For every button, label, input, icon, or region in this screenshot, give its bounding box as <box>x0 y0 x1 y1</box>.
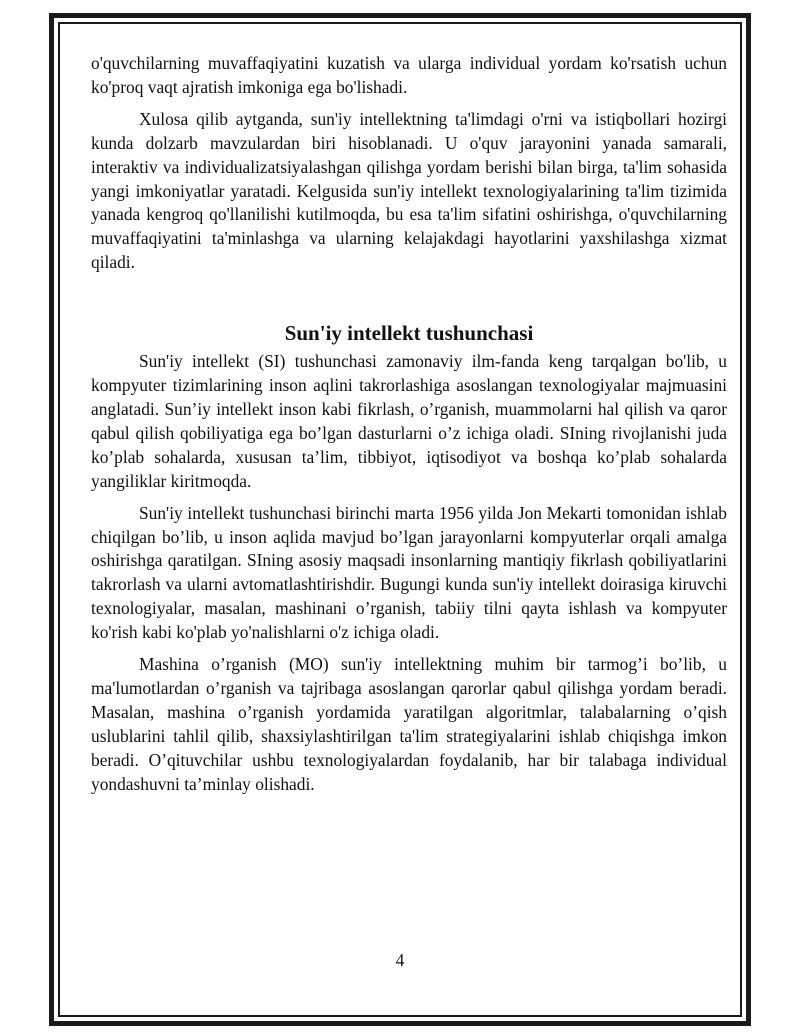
paragraph-continuation: o'quvchilarning muvaffaqiyatini kuzatish va ularga individual yordam ko'rsatish uchun ko'proq vaqt ajratish imkoniga ega bo'lishadi. <box>91 53 727 97</box>
section-heading: Sun'iy intellekt tushunchasi <box>284 321 534 346</box>
paragraph-conclusion: Xulosa qilib aytganda, sun'iy intellektning ta'limdagi o'rni va istiqbollari hozirgi kunda dolzarb mavzulardan biri hisoblanadi. U o'quv jarayonini yanada samarali, interaktiv va individualizatsiyalashgan qilishga yordam berishi bilan birga, ta'lim sohasida yangi imkoniyatlar yaratadi. Kelgusida sun'iy intellekt texnologiyalarining ta'lim tizimida yanada kengroq qo'llanilishi kutilmoqda, bu esa ta'lim sifatini oshirishga, o'quvchilarning muvaffaqiyatini ta'minlashga va ularning kelajakdagi hayotlarini yaxshilashga xizmat qiladi. <box>91 108 727 273</box>
page-number: 4 <box>395 950 405 970</box>
paragraph-definition: Sun'iy intellekt (SI) tushunchasi zamonaviy ilm-fanda keng tarqalgan bo'lib, u kompyuter tizimlarining inson aqlini takrorlashiga asoslangan texnologiyalar majmuasini anglatadi. Sun’iy intellekt inson kabi fikrlash, o’rganish, muammolarni hal qilish va qaror qabul qilish qobiliyatiga ega bo’lgan dasturlarni o’z ichiga oladi. SIning rivojlanishi juda ko’plab sohalarda, xususan ta’lim, tibbiyot, iqtisodiyot va boshqa ko’plab sohalarda yangiliklar kiritmoqda. <box>91 351 727 491</box>
page-content <box>91 52 727 804</box>
paragraph-machine-learning: Mashina o’rganish (MO) sun'iy intellektning muhim bir tarmog’i bo’lib, u ma'lumotlardan o’rganish va tajribaga asoslangan qarorlar qabul qilishga yordam beradi. Masalan, mashina o’rganish yordamida yaratilgan algoritmlar, talabalarning o’qish uslublarini tahlil qilib, shaxsiylashtirilgan ta'lim strategiyalarini ishlab chiqishga imkon beradi. O’qituvchilar ushbu texnologiyalardan foydalanib, har bir talabaga individual yondashuvni ta’minlay olishadi. <box>91 654 727 794</box>
paragraph-history: Sun'iy intellekt tushunchasi birinchi marta 1956 yilda Jon Mekarti tomonidan ishlab chiqilgan bo’lib, u inson aqlida mavjud bo’lgan jarayonlarni kompyuterlar orqali amalga oshirishga qaratilgan. SIning asosiy maqsadi insonlarning mantiqiy fikrlash qobiliyatlarini takrorlash va ularni avtomatlashtirishdir. Bugungi kunda sun'iy intellekt doirasiga kiruvchi texnologiyalar, masalan, mashinani o’rganish, tabiiy tilni qayta ishlash va kompyuter ko'rish kabi ko'plab yo'nalishlarni o'z ichiga oladi. <box>91 502 727 643</box>
spacer <box>91 283 727 320</box>
